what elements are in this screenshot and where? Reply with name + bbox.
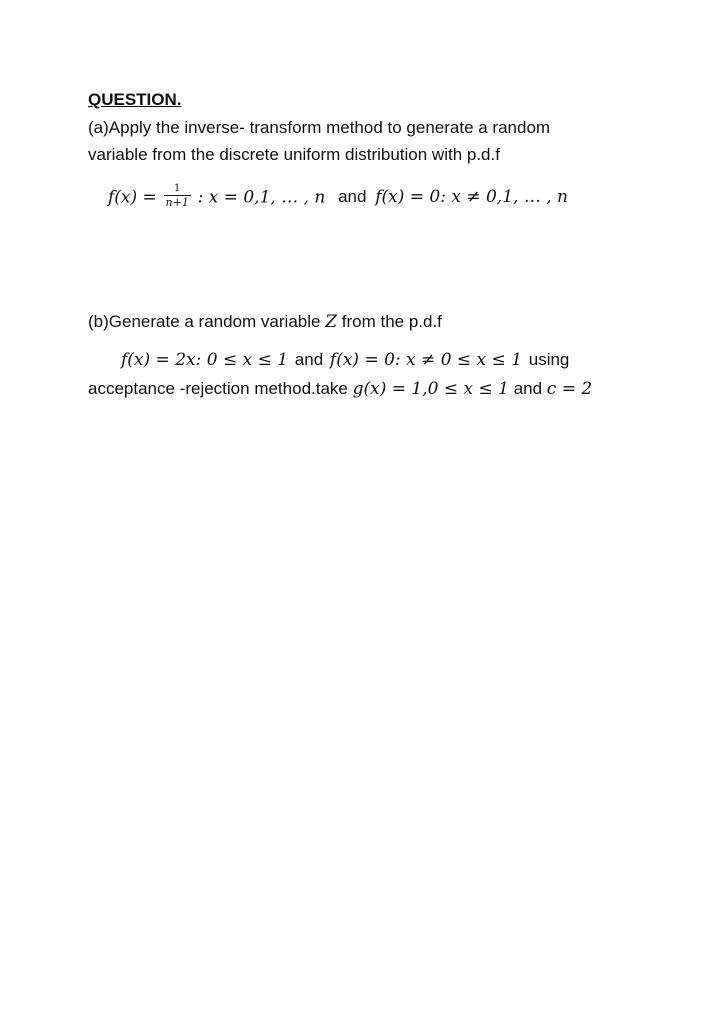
part-b-line-3 bbox=[88, 378, 592, 400]
eq-a-fraction bbox=[164, 183, 191, 209]
part-b-line-2 bbox=[121, 349, 569, 371]
eq-b-and-2: and bbox=[513, 379, 543, 398]
eq-b-using: using bbox=[528, 350, 570, 369]
eq-a-condition: : x = 0,1, … , n bbox=[197, 187, 326, 208]
eq-a-and: and bbox=[338, 187, 367, 207]
part-a-line-1: (a)Apply the inverse- transform method to generate a random bbox=[88, 118, 551, 137]
eq-b-2: f(x) = 0: x ≠ 0 ≤ x ≤ 1 bbox=[329, 350, 523, 370]
eq-b-and-1: and bbox=[294, 350, 324, 369]
eq-a-lhs: f(x) = bbox=[108, 187, 157, 208]
question-heading: QUESTION. bbox=[88, 90, 182, 109]
eq-b-3: g(x) = 1,0 ≤ x ≤ 1 bbox=[352, 379, 509, 399]
eq-a-rhs: f(x) = 0: x ≠ 0,1, … , n bbox=[375, 187, 568, 208]
eq-b-4: c = 2 bbox=[546, 379, 593, 399]
part-b-prefix: (b)Generate a random variable bbox=[88, 312, 321, 331]
part-b-line-3-prefix: acceptance -rejection method.take bbox=[88, 379, 348, 398]
eq-a-frac-denominator: n+1 bbox=[165, 196, 189, 209]
part-a-line-2: variable from the discrete uniform distribution with p.d.f bbox=[88, 145, 500, 164]
eq-a-frac-numerator: 1 bbox=[164, 183, 191, 196]
eq-b-1: f(x) = 2x: 0 ≤ x ≤ 1 bbox=[121, 350, 289, 370]
part-b-line-1 bbox=[88, 311, 442, 333]
part-b-variable: Z bbox=[325, 312, 338, 332]
part-b-suffix: from the p.d.f bbox=[341, 312, 442, 331]
part-a-equation bbox=[108, 185, 568, 211]
